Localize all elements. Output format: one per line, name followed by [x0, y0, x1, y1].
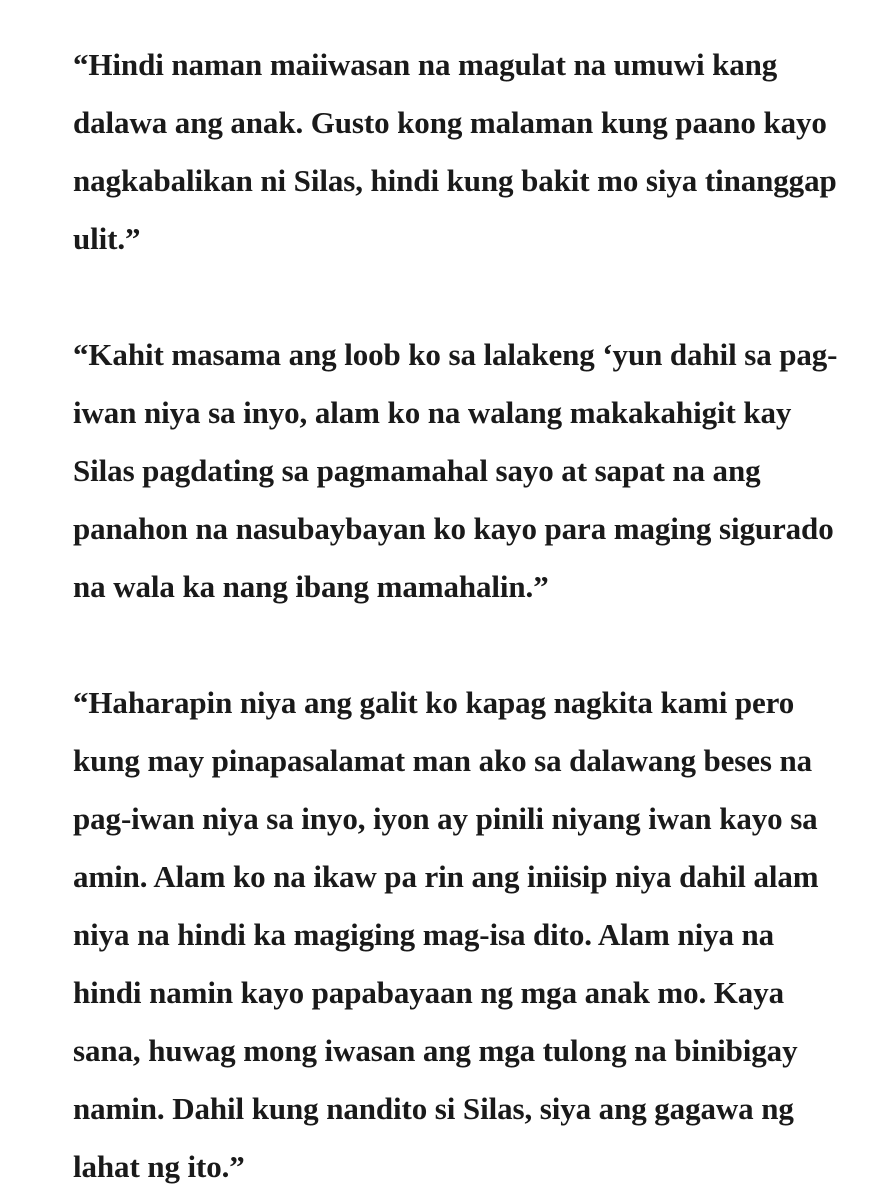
- text-line: pag-iwan niya sa inyo, iyon ay pinili niyang iwan kayo sa: [73, 801, 818, 836]
- paragraph-spacer: [73, 268, 819, 326]
- text-line: niya na hindi ka magiging mag-isa dito. Alam niya na: [73, 917, 775, 952]
- text-line: nagkabalikan ni Silas, hindi kung bakit mo siya tinanggap: [73, 163, 837, 198]
- text-line: Silas pagdating sa pagmamahal sayo at sapat na ang: [73, 453, 761, 488]
- text-line: amin. Alam ko na ikaw pa rin ang iniisip niya dahil alam: [73, 859, 819, 894]
- paragraph-2: [73, 326, 838, 616]
- paragraph-spacer: [73, 616, 819, 674]
- text-line: hindi namin kayo papabayaan ng mga anak mo. Kaya: [73, 975, 785, 1010]
- text-line: ulit.”: [73, 221, 141, 256]
- text-line: “Hindi naman maiiwasan na magulat na umuwi kang: [73, 47, 778, 82]
- paragraph-3: [73, 674, 819, 1196]
- paragraph-1: [73, 36, 837, 268]
- text-line: lahat ng ito.”: [73, 1149, 245, 1184]
- text-line: na wala ka nang ibang mamahalin.”: [73, 569, 549, 604]
- text-line: panahon na nasubaybayan ko kayo para maging sigurado: [73, 511, 834, 546]
- text-line: namin. Dahil kung nandito si Silas, siya ang gagawa ng: [73, 1091, 794, 1126]
- text-line: kung may pinapasalamat man ako sa dalawang beses na: [73, 743, 813, 778]
- text-line: sana, huwag mong iwasan ang mga tulong na binibigay: [73, 1033, 798, 1068]
- text-line: “Haharapin niya ang galit ko kapag nagkita kami pero: [73, 685, 795, 720]
- text-line: iwan niya sa inyo, alam ko na walang makakahigit kay: [73, 395, 792, 430]
- text-line: dalawa ang anak. Gusto kong malaman kung paano kayo: [73, 105, 827, 140]
- text-line: “Kahit masama ang loob ko sa lalakeng ‘yun dahil sa pag-: [73, 337, 838, 372]
